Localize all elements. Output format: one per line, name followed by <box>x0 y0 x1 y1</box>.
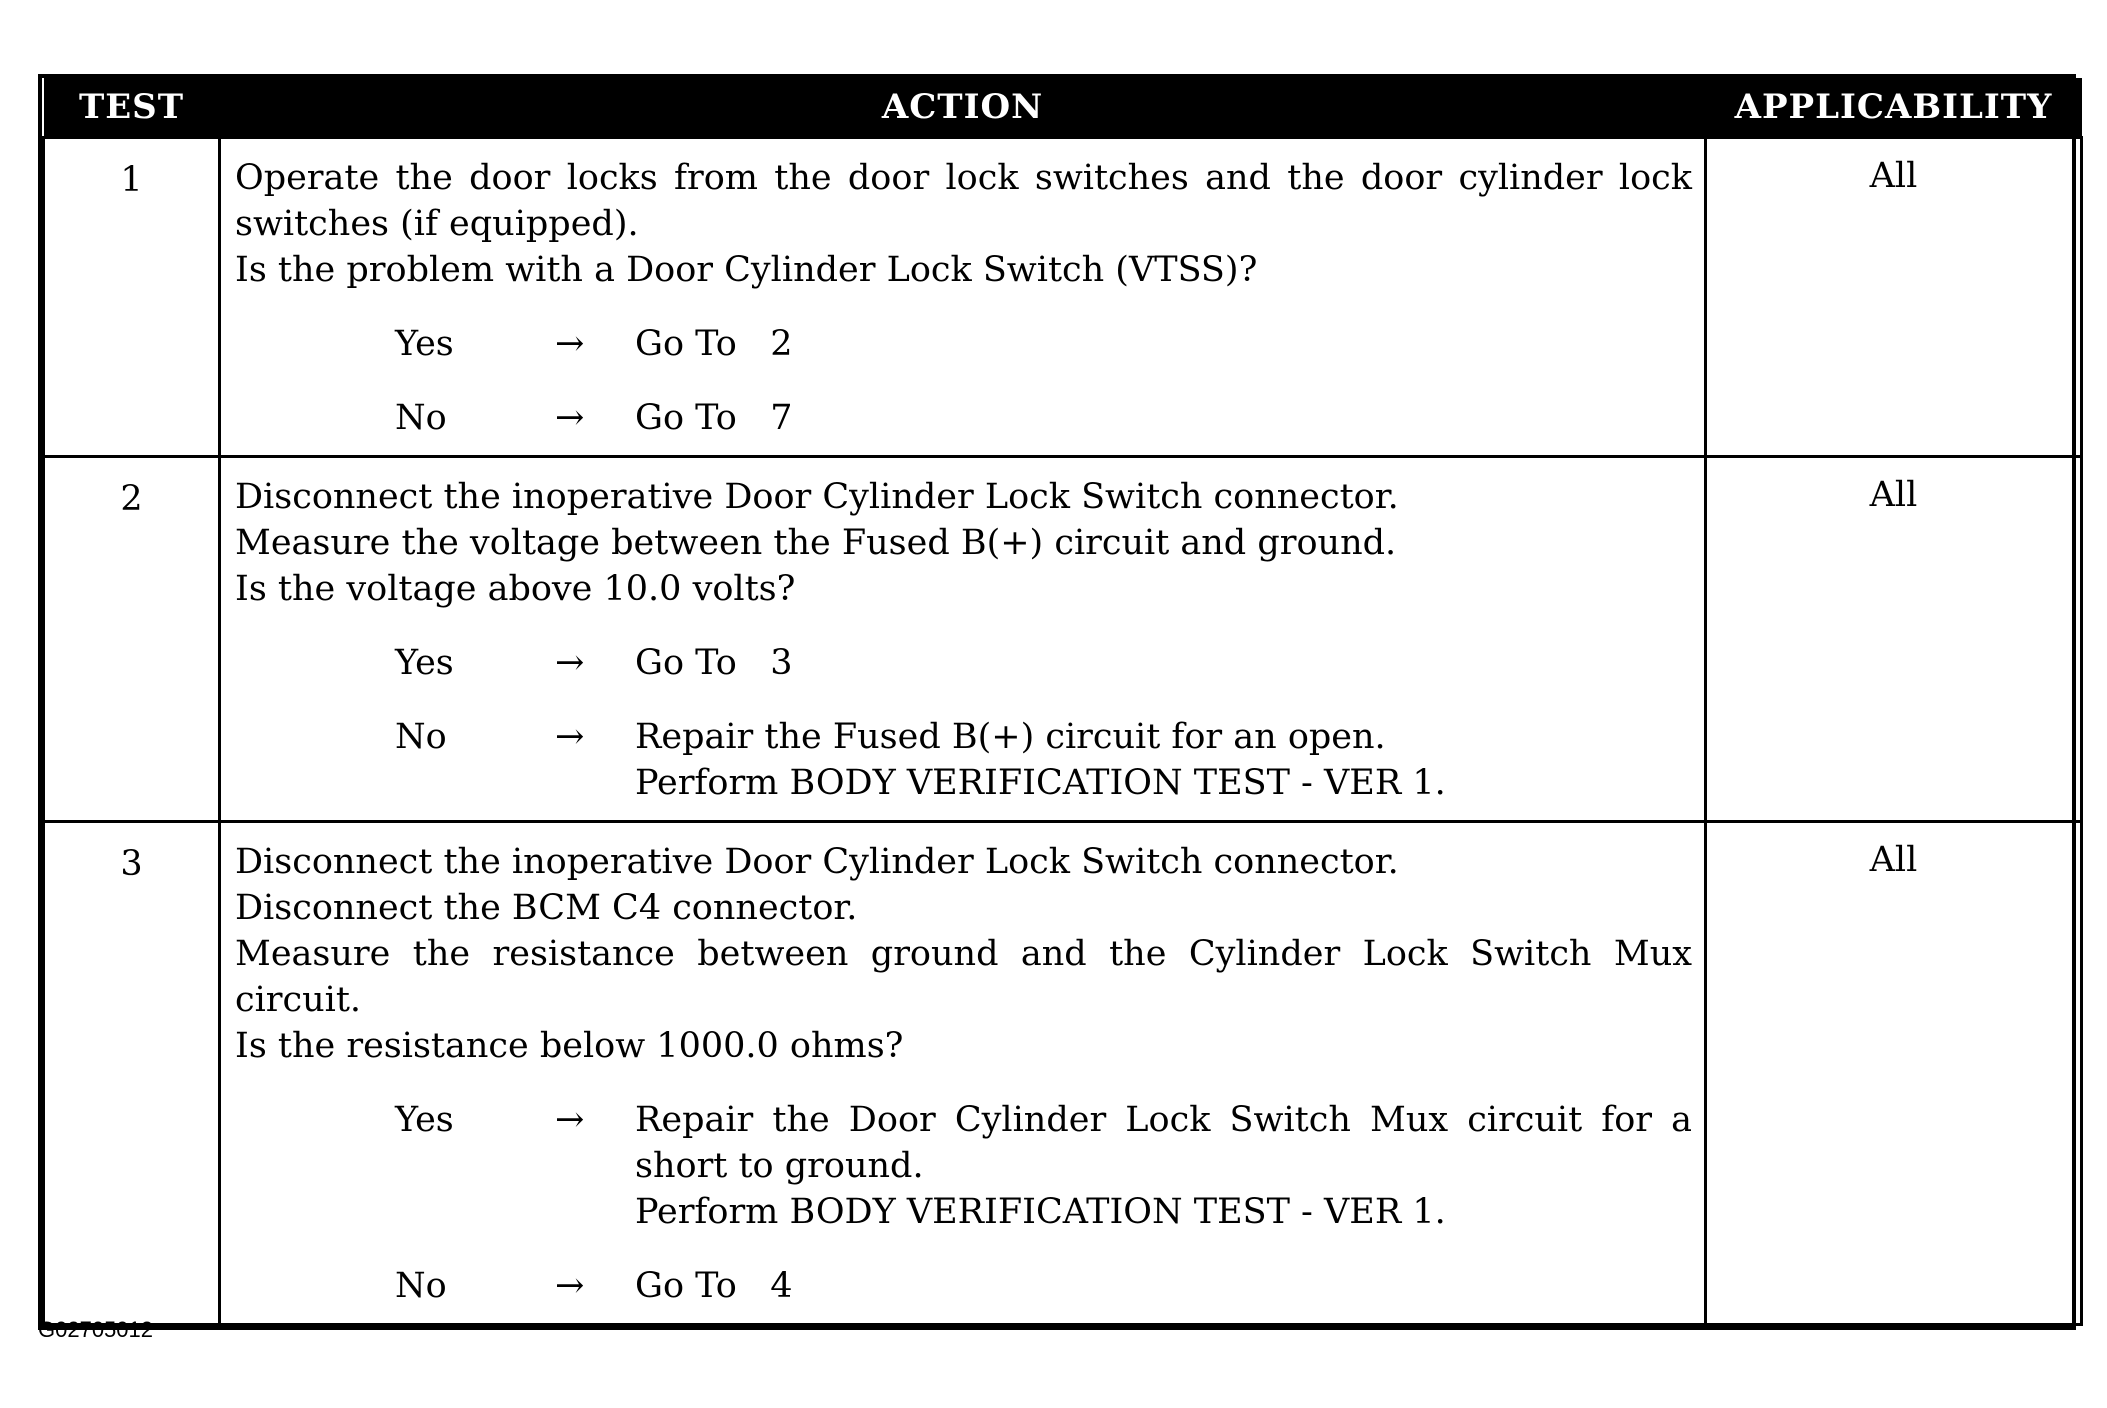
branch-answer: No <box>395 717 447 757</box>
right-arrow-icon: → <box>555 324 585 364</box>
result-line: Go To 4 <box>635 1266 793 1306</box>
table-row <box>44 138 2082 457</box>
applicability-value: All <box>1706 457 2082 822</box>
branch-yes <box>395 1097 1704 1235</box>
branch-result <box>635 395 1692 441</box>
applicability-value: All <box>1706 822 2082 1325</box>
branch-result <box>635 1097 1704 1235</box>
table-row <box>44 822 2082 1325</box>
test-number: 2 <box>44 457 220 822</box>
result-line: Go To 3 <box>635 643 793 683</box>
test-number: 3 <box>44 822 220 1325</box>
branch-result <box>635 1263 1692 1309</box>
result-line: Go To 7 <box>635 398 793 438</box>
action-cell <box>220 457 1706 822</box>
action-step: Operate the door locks from the door lock switches and the door cylinder lock switches (if equipped). <box>235 158 1692 244</box>
branch-yes <box>395 321 1692 367</box>
right-arrow-icon: → <box>555 1266 585 1306</box>
action-step: Disconnect the BCM C4 connector. <box>235 888 858 928</box>
figure-id: G02705012 <box>38 1317 153 1342</box>
right-arrow-icon: → <box>555 1100 585 1140</box>
right-arrow-icon: → <box>555 643 585 683</box>
action-step: Is the problem with a Door Cylinder Lock Switch (VTSS)? <box>235 250 1258 290</box>
action-cell <box>220 138 1706 457</box>
branch-no <box>395 1263 1692 1309</box>
branch-result <box>635 321 1692 367</box>
action-cell <box>220 822 1706 1325</box>
action-step: Measure the voltage between the Fused B(+) circuit and ground. <box>235 523 1397 563</box>
branch-answer: Yes <box>395 1100 454 1140</box>
action-step: Is the voltage above 10.0 volts? <box>235 569 796 609</box>
action-step: Disconnect the inoperative Door Cylinder Lock Switch connector. <box>235 477 1399 517</box>
diagnostic-table-frame <box>38 74 2076 1330</box>
branch-answer: Yes <box>395 643 454 683</box>
header-test: TEST <box>44 78 220 138</box>
branch-no <box>395 395 1692 441</box>
branch-answer: No <box>395 1266 447 1306</box>
table-row <box>44 457 2082 822</box>
test-number: 1 <box>44 138 220 457</box>
branch-yes <box>395 640 1692 686</box>
right-arrow-icon: → <box>555 717 585 757</box>
diagnostic-table <box>42 78 2083 1326</box>
branch-result <box>635 714 1692 806</box>
result-line: Repair the Fused B(+) circuit for an open. <box>635 717 1386 757</box>
action-step: Measure the resistance between ground and the Cylinder Lock Switch Mux circuit. <box>235 934 1692 1020</box>
branch-result <box>635 640 1692 686</box>
table-header-row <box>44 78 2082 138</box>
applicability-value: All <box>1706 138 2082 457</box>
result-line: Perform BODY VERIFICATION TEST - VER 1. <box>635 1192 1446 1232</box>
result-line: Perform BODY VERIFICATION TEST - VER 1. <box>635 763 1446 803</box>
action-step: Is the resistance below 1000.0 ohms? <box>235 1026 904 1066</box>
header-applicability: APPLICABILITY <box>1706 78 2082 138</box>
result-line: Repair the Door Cylinder Lock Switch Mux circuit for a short to ground. <box>635 1100 1704 1186</box>
branch-answer: Yes <box>395 324 454 364</box>
result-line: Go To 2 <box>635 324 793 364</box>
branch-no <box>395 714 1692 806</box>
branch-answer: No <box>395 398 447 438</box>
action-step: Disconnect the inoperative Door Cylinder Lock Switch connector. <box>235 842 1399 882</box>
header-action: ACTION <box>220 78 1706 138</box>
right-arrow-icon: → <box>555 398 585 438</box>
